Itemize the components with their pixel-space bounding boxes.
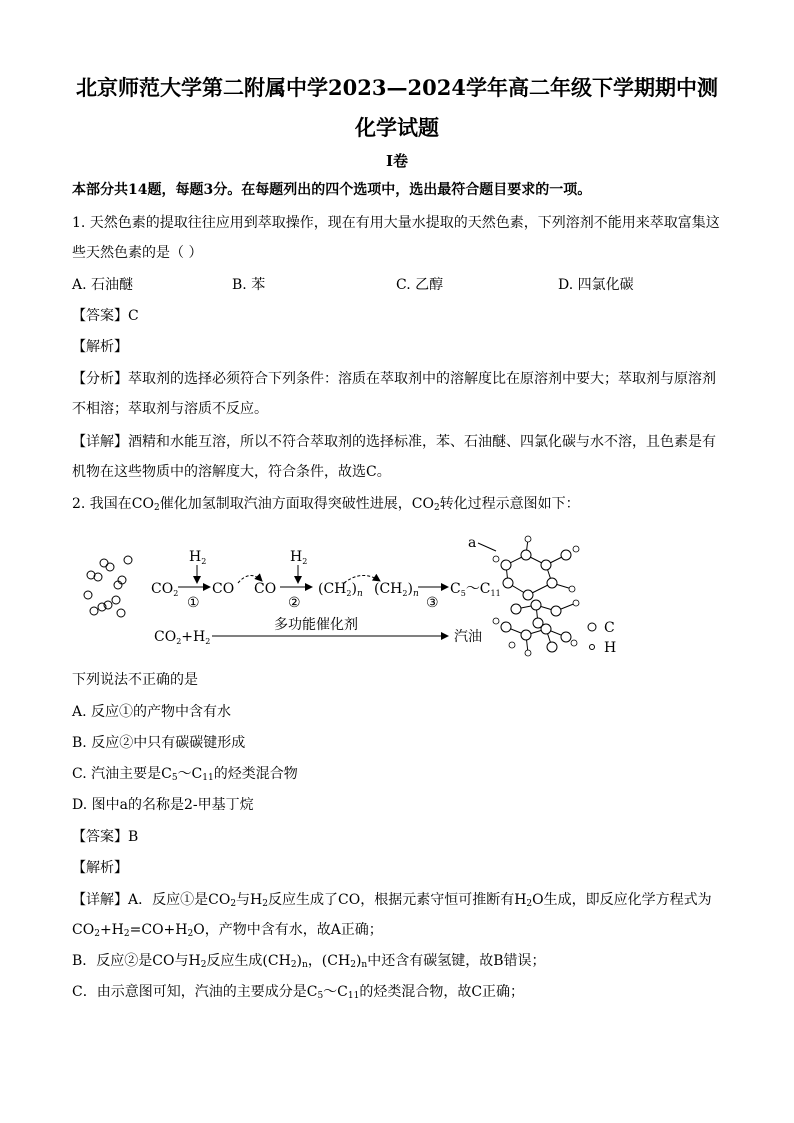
- q2-stem-mid: 催化加氢制取汽油方面取得突破性进展，CO: [159, 496, 434, 512]
- q2-detail-line1: 【详解】A．反应①是$CO_2$与$H_2$反应生成了CO，根据元素守恒可推断有$H_2O$生成，即反应化学方程式为: [72, 892, 712, 909]
- diagram-co2: $CO_2$: [151, 581, 179, 598]
- diagram-h2-a: $H_2$: [189, 549, 207, 566]
- diagram-c5-c11: $C_5\sim C_{11}$: [450, 581, 501, 598]
- co2-conversion-diagram: [76, 525, 716, 665]
- q1-stem-line2: 些天然色素的是（ ）: [72, 245, 203, 261]
- co2-molecules-cluster: [84, 556, 132, 617]
- diagram-step2: ②: [288, 595, 301, 611]
- hydrocarbon-molecules-icon: [501, 539, 576, 653]
- legend-h: H: [604, 640, 617, 656]
- q2-option-a: A. 反应①的产物中含有水: [72, 704, 232, 720]
- diagram-co2-h2: $CO_2+H_2$: [154, 629, 211, 646]
- q2-stem-pre: 2. 我国在CO: [72, 496, 154, 512]
- q2-option-b: B. 反应②中只有碳碳键形成: [72, 735, 246, 751]
- diagram-ch2n-1: $(CH_2)_n$: [318, 581, 363, 599]
- exam-title: 北京师范大学第二附属中学2023—2024学年高二年级下学期期中测: [76, 75, 718, 100]
- q1-fenxi-line2: 不相溶；萃取剂与溶质不反应。: [72, 401, 268, 417]
- q2-question: 下列说法不正确的是: [72, 672, 198, 688]
- q2-stem: [72, 494, 580, 518]
- label-a-pointer: [478, 543, 496, 551]
- exam-subtitle: 化学试题: [355, 115, 439, 140]
- q2-answer: 【答案】B: [72, 829, 139, 845]
- q2-option-d: D. 图中a的名称是2-甲基丁烷: [72, 797, 254, 813]
- q1-option-a: A. 石油醚: [72, 277, 134, 293]
- diagram-label-a: a: [468, 535, 477, 551]
- q1-analysis-label: 【解析】: [72, 339, 128, 355]
- diagram-co-1: CO: [212, 581, 235, 597]
- q2-sub: 2: [154, 503, 160, 513]
- q1-option-c: C. 乙醇: [396, 277, 444, 293]
- q2-stem-post: 转化过程示意图如下：: [439, 496, 580, 512]
- diagram-step3: ③: [426, 595, 439, 611]
- q1-stem-line1: 1. 天然色素的提取往往应用到萃取操作，现在有用大量水提取的天然色素，下列溶剂不能用来萃取富集这: [72, 215, 720, 231]
- q1-fenxi-line1: 【分析】萃取剂的选择必须符合下列条件：溶质在萃取剂中的溶解度比在原溶剂中要大；萃取剂与原溶剂: [72, 371, 716, 387]
- q2-sub: 2: [433, 503, 440, 513]
- instructions: 本部分共14题，每题3分。在每题列出的四个选项中，选出最符合题目要求的一项。: [72, 182, 592, 198]
- q1-xiangjie-line2: 机物在这些物质中的溶解度大，符合条件，故选C。: [72, 464, 391, 480]
- q1-answer: 【答案】C: [72, 308, 139, 324]
- section-label: I卷: [385, 152, 409, 170]
- diagram-catalyst: 多功能催化剂: [274, 617, 358, 633]
- legend-c: C: [604, 620, 615, 636]
- diagram-co-2: CO: [254, 581, 277, 597]
- q1-xiangjie-line1: 【详解】酒精和水能互溶，所以不符合萃取剂的选择标准，苯、石油醚、四氯化碳与水不溶，且色素是有: [72, 434, 716, 450]
- q2-detail-line3: B．反应②是CO与$H_2$反应生成$(CH_2)_n$，$(CH_2)_n$中还含有碳氢键，故B错误；: [72, 953, 546, 970]
- diagram-ch2n-2: $(CH_2)_n$: [374, 581, 419, 599]
- q1-option-b: B. 苯: [232, 277, 266, 293]
- q2-detail-line4: C．由示意图可知，汽油的主要成分是$C_5\sim C_{11}$的烃类混合物，故C正确；: [72, 984, 525, 1001]
- q2-detail-line2: $CO_2+H_2=CO+H_2O$，产物中含有水，故A正确；: [72, 922, 383, 939]
- q2-analysis-label: 【解析】: [72, 860, 128, 876]
- legend-hydrogen-icon: [590, 645, 595, 650]
- legend-carbon-icon: [588, 623, 596, 631]
- q2-option-c: C. 汽油主要是$C_5\sim C_{11}$的烃类混合物: [72, 766, 298, 783]
- diagram-h2-b: $H_2$: [290, 549, 308, 566]
- q1-option-d: D. 四氯化碳: [558, 277, 634, 293]
- diagram-step1: ①: [187, 595, 200, 611]
- diagram-gasoline: 汽油: [454, 629, 482, 645]
